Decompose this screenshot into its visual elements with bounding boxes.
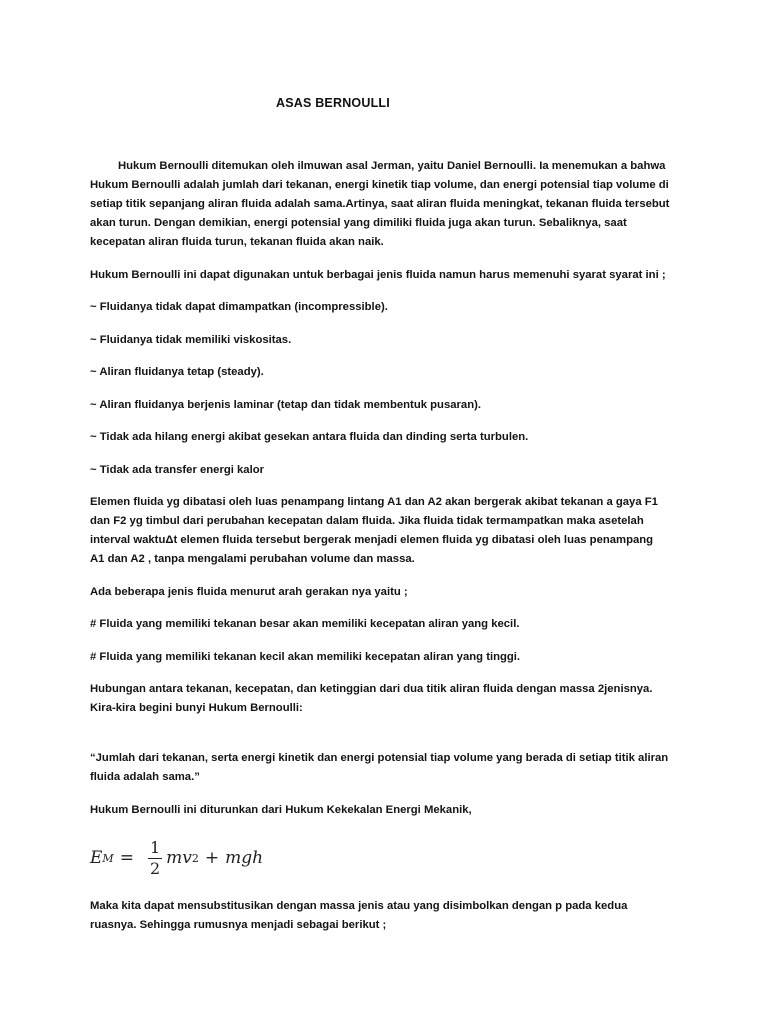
document-body (90, 157, 670, 949)
formula-potential-term: mgh (225, 848, 264, 868)
formula-lhs-sub: M (102, 851, 114, 865)
paragraph-intro: Hukum Bernoulli ditemukan oleh ilmuwan asal Jerman, yaitu Daniel Bernoulli. Ia menemukan a bahwa Hukum Bernoulli adalah jumlah dari tekanan, energi kinetik tiap volume, dan energi potensial tiap volume di setiap titik sepanjang aliran fluida adalah sama.Artinya, saat aliran fluida meningkat, tekanan fluida tersebut akan turun. Dengan demikian, energi potensial yang dimiliki fluida juga akan turun. Sebaliknya, saat kecepatan aliran fluida turun, tekanan fluida akan naik. (90, 160, 670, 248)
paragraph-requirements: Hukum Bernoulli ini dapat digunakan untuk berbagai jenis fluida namun harus memenuhi syarat syarat ini ; (90, 268, 666, 281)
formula-fraction (148, 838, 162, 879)
paragraph-element: Elemen fluida yg dibatasi oleh luas penampang lintang A1 dan A2 akan bergerak akibat tekanan a gaya F1 dan F2 yg timbul dari perubahan kecepatan dalam fluida. Jika fluida tidak termampatkan maka asetelah interval waktuΔt elemen fluida tersebut bergerak menjadi elemen fluida yg dibatasi oleh luas penampang A1 dan A2 , tanpa mengalami perubahan volume dan massa. (90, 496, 658, 565)
energy-formula (90, 833, 670, 883)
hash-item: # Fluida yang memiliki tekanan kecil akan memiliki kecepatan aliran yang tinggi. (90, 650, 521, 663)
paragraph-substitution: Maka kita dapat mensubstitusikan dengan massa jenis atau yang disimbolkan dengan p pada kedua ruasnya. Sehingga rumusnya menjadi sebagai berikut ; (90, 900, 628, 931)
condition-item: ~ Aliran fluidanya berjenis laminar (tetap dan tidak membentuk pusaran). (90, 398, 481, 411)
paragraph-types: Ada beberapa jenis fluida menurut arah gerakan nya yaitu ; (90, 585, 408, 598)
formula-lhs: E (90, 848, 103, 868)
fraction-denominator: 2 (149, 858, 161, 878)
formula-plus: + (204, 848, 220, 868)
formula-kinetic-exponent: 2 (191, 851, 199, 865)
condition-item: ~ Fluidanya tidak dapat dimampatkan (incompressible). (90, 301, 388, 313)
condition-item: ~ Tidak ada hilang energi akibat gesekan antara fluida dan dinding serta turbulen. (90, 431, 529, 443)
formula-equals: = (119, 848, 134, 868)
bernoulli-quote: “Jumlah dari tekanan, serta energi kinetik dan energi potensial tiap volume yang berada di setiap titik aliran fluida adalah sama.” (90, 752, 669, 783)
paragraph-derivation: Hukum Bernoulli ini diturunkan dari Hukum Kekekalan Energi Mekanik, (90, 803, 472, 816)
paragraph-relationship: Hubungan antara tekanan, kecepatan, dan ketinggian dari dua titik aliran fluida dengan massa 2jenisnya. Kira-kira begini bunyi Hukum Bernoulli: (90, 683, 653, 714)
condition-item: ~ Fluidanya tidak memiliki viskositas. (90, 333, 292, 346)
condition-item: ~ Aliran fluidanya tetap (steady). (90, 366, 264, 378)
document-title: ASAS BERNOULLI (276, 96, 390, 110)
fraction-numerator: 1 (149, 837, 161, 857)
hash-item: # Fluida yang memiliki tekanan besar akan memiliki kecepatan aliran yang kecil. (90, 618, 520, 630)
condition-item: ~ Tidak ada transfer energi kalor (90, 463, 265, 476)
formula-kinetic-term: mv (166, 848, 192, 868)
